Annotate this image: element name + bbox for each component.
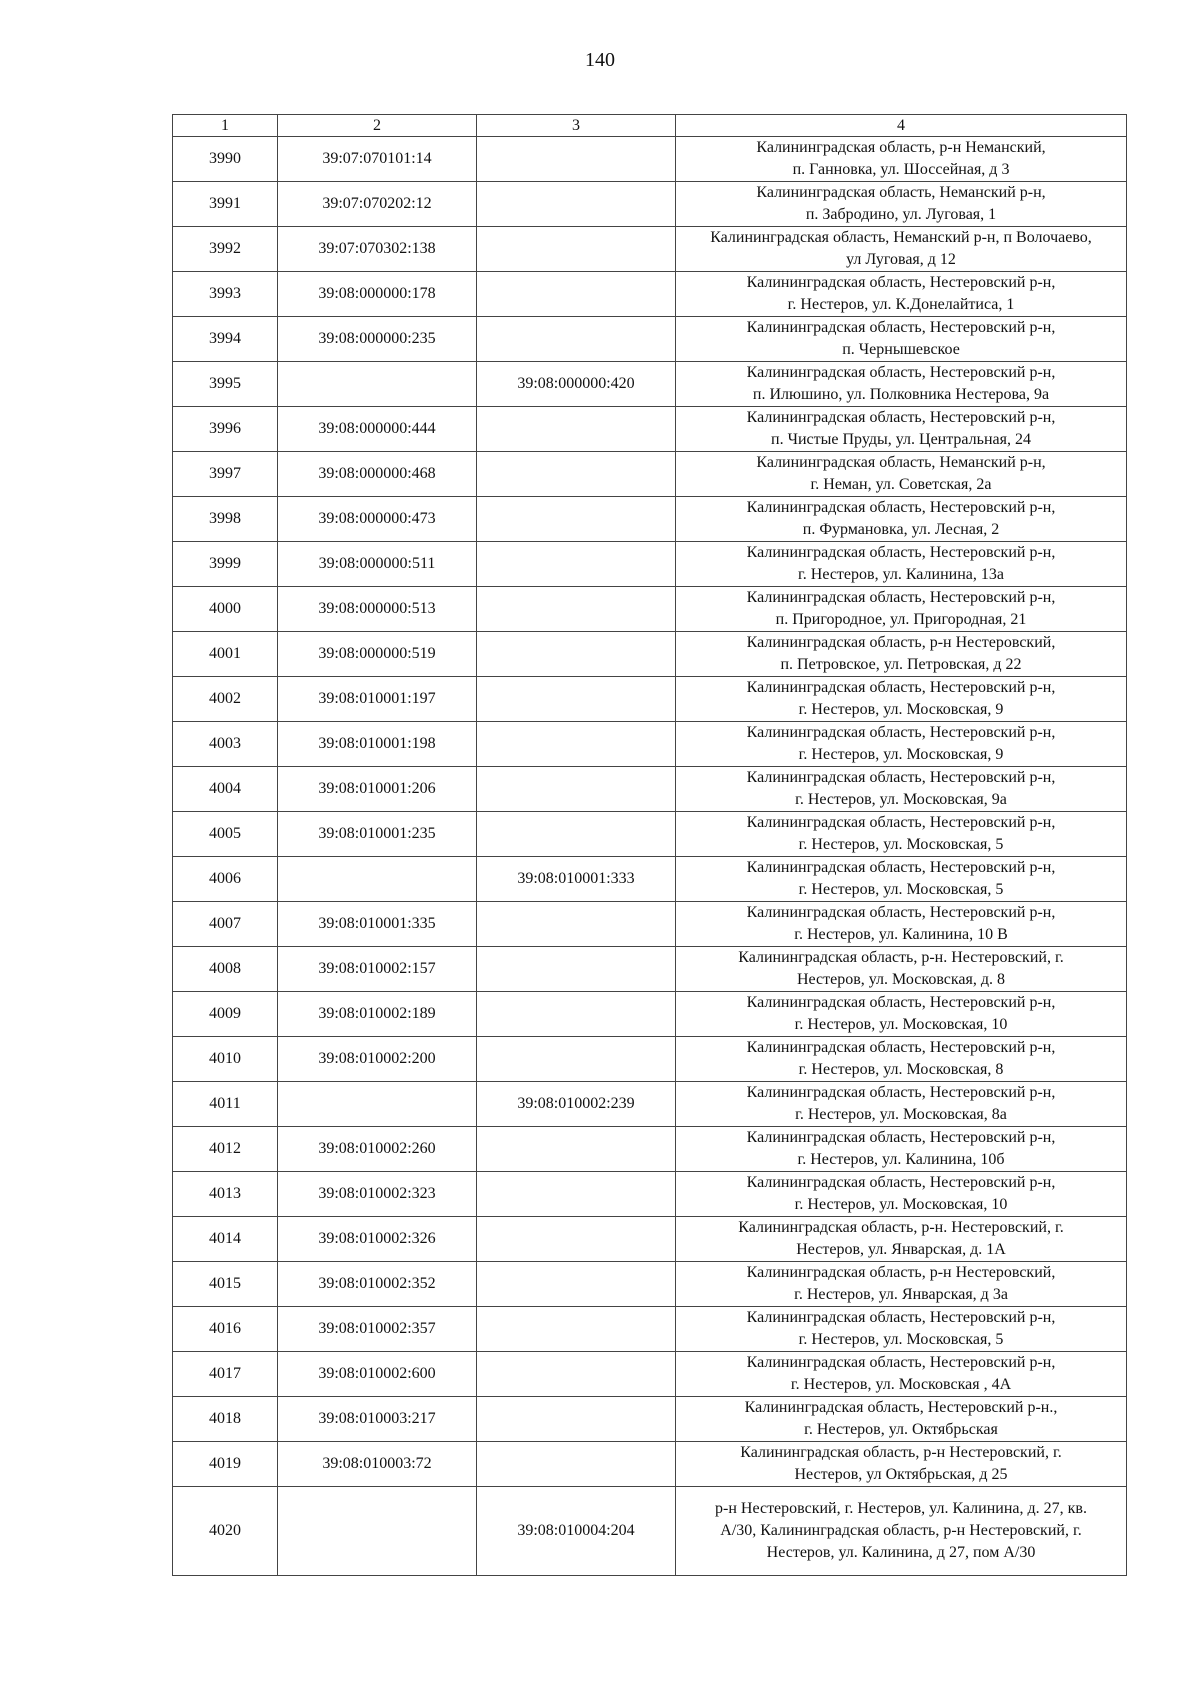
page-number: 140	[585, 49, 615, 71]
row-number-cell: 4016	[173, 1307, 278, 1352]
cadastral-number-cell: 39:08:000000:473	[278, 497, 477, 542]
address-cell: Калининградская область, Нестеровский р-н, п. Чистые Пруды, ул. Центральная, 24	[676, 407, 1127, 452]
cadastral-number-cell	[278, 857, 477, 902]
table-row	[173, 1262, 1127, 1307]
address-cell: Калининградская область, Нестеровский р-н, г. Нестеров, ул. Московская, 5	[676, 812, 1127, 857]
row-number-cell: 4015	[173, 1262, 278, 1307]
row-number-cell: 3998	[173, 497, 278, 542]
alt-cadastral-number-cell	[477, 1352, 676, 1397]
cadastral-number-cell: 39:08:010002:600	[278, 1352, 477, 1397]
address-cell: Калининградская область, р-н. Нестеровский, г. Нестеров, ул. Московская, д. 8	[676, 947, 1127, 992]
cadastral-number-cell	[278, 1487, 477, 1576]
alt-cadastral-number-cell	[477, 452, 676, 497]
address-cell: Калининградская область, Нестеровский р-н, г. Нестеров, ул. К.Донелайтиса, 1	[676, 272, 1127, 317]
row-number-cell: 4014	[173, 1217, 278, 1262]
address-cell: Калининградская область, Нестеровский р-н, г. Нестеров, ул. Московская, 9а	[676, 767, 1127, 812]
row-number-cell: 4017	[173, 1352, 278, 1397]
table-row	[173, 227, 1127, 272]
row-number-cell: 4019	[173, 1442, 278, 1487]
table-row	[173, 1442, 1127, 1487]
alt-cadastral-number-cell	[477, 1442, 676, 1487]
cadastral-number-cell: 39:08:010002:326	[278, 1217, 477, 1262]
cadastral-number-cell: 39:08:000000:235	[278, 317, 477, 362]
table-row	[173, 632, 1127, 677]
row-number-cell: 4007	[173, 902, 278, 947]
alt-cadastral-number-cell	[477, 1127, 676, 1172]
cadastral-number-cell: 39:08:010003:217	[278, 1397, 477, 1442]
table-row	[173, 362, 1127, 407]
cadastral-number-cell: 39:08:000000:511	[278, 542, 477, 587]
alt-cadastral-number-cell	[477, 1172, 676, 1217]
table-body	[173, 137, 1127, 1576]
address-cell: Калининградская область, Нестеровский р-н, г. Нестеров, ул. Московская , 4А	[676, 1352, 1127, 1397]
row-number-cell: 4018	[173, 1397, 278, 1442]
address-cell: Калининградская область, р-н Нестеровский, г. Нестеров, ул Октябрьская, д 25	[676, 1442, 1127, 1487]
alt-cadastral-number-cell	[477, 137, 676, 182]
address-cell: Калининградская область, Нестеровский р-н., г. Нестеров, ул. Октябрьская	[676, 1397, 1127, 1442]
table-header	[173, 115, 1127, 137]
cadastral-number-cell: 39:08:000000:444	[278, 407, 477, 452]
column-header-2: 2	[278, 115, 477, 137]
row-number-cell: 3997	[173, 452, 278, 497]
cadastral-number-cell: 39:08:010001:198	[278, 722, 477, 767]
alt-cadastral-number-cell	[477, 992, 676, 1037]
row-number-cell: 4004	[173, 767, 278, 812]
address-cell: Калининградская область, Нестеровский р-н, г. Нестеров, ул. Московская, 10	[676, 992, 1127, 1037]
cadastral-number-cell: 39:07:070302:138	[278, 227, 477, 272]
table-row	[173, 542, 1127, 587]
cadastral-number-cell: 39:08:010001:197	[278, 677, 477, 722]
cadastral-number-cell: 39:08:010002:260	[278, 1127, 477, 1172]
address-cell: Калининградская область, Нестеровский р-н, п. Илюшино, ул. Полковника Нестерова, 9а	[676, 362, 1127, 407]
cadastral-number-cell: 39:07:070202:12	[278, 182, 477, 227]
row-number-cell: 4003	[173, 722, 278, 767]
alt-cadastral-number-cell: 39:08:000000:420	[477, 362, 676, 407]
alt-cadastral-number-cell	[477, 497, 676, 542]
address-cell: р-н Нестеровский, г. Нестеров, ул. Калинина, д. 27, кв. А/30, Калининградская область, р-н Нестеровский, г. Нестеров, ул. Калинина, д 27, пом А/30	[676, 1487, 1127, 1576]
cadastral-number-cell: 39:08:000000:513	[278, 587, 477, 632]
row-number-cell: 3992	[173, 227, 278, 272]
alt-cadastral-number-cell	[477, 1397, 676, 1442]
address-cell: Калининградская область, Нестеровский р-н, г. Нестеров, ул. Московская, 8	[676, 1037, 1127, 1082]
address-cell: Калининградская область, Нестеровский р-н, п. Чернышевское	[676, 317, 1127, 362]
cadastral-number-cell: 39:08:010003:72	[278, 1442, 477, 1487]
address-cell: Калининградская область, Нестеровский р-н, г. Нестеров, ул. Московская, 5	[676, 857, 1127, 902]
alt-cadastral-number-cell	[477, 812, 676, 857]
alt-cadastral-number-cell	[477, 1217, 676, 1262]
column-header-4: 4	[676, 115, 1127, 137]
row-number-cell: 4011	[173, 1082, 278, 1127]
alt-cadastral-number-cell	[477, 632, 676, 677]
table-row	[173, 722, 1127, 767]
table-row	[173, 587, 1127, 632]
cadastral-number-cell: 39:08:010002:200	[278, 1037, 477, 1082]
cadastral-number-cell: 39:08:010002:323	[278, 1172, 477, 1217]
cadastral-number-cell: 39:08:010002:157	[278, 947, 477, 992]
address-cell: Калининградская область, р-н Неманский, п. Ганновка, ул. Шоссейная, д 3	[676, 137, 1127, 182]
alt-cadastral-number-cell: 39:08:010001:333	[477, 857, 676, 902]
address-cell: Калининградская область, р-н Нестеровский, г. Нестеров, ул. Январская, д 3а	[676, 1262, 1127, 1307]
table-row	[173, 857, 1127, 902]
alt-cadastral-number-cell	[477, 407, 676, 452]
cadastral-number-cell: 39:08:010001:235	[278, 812, 477, 857]
address-cell: Калининградская область, Нестеровский р-н, г. Нестеров, ул. Московская, 9	[676, 722, 1127, 767]
alt-cadastral-number-cell	[477, 542, 676, 587]
alt-cadastral-number-cell	[477, 1262, 676, 1307]
alt-cadastral-number-cell	[477, 767, 676, 812]
address-cell: Калининградская область, Неманский р-н, п. Забродино, ул. Луговая, 1	[676, 182, 1127, 227]
column-header-3: 3	[477, 115, 676, 137]
address-cell: Калининградская область, Нестеровский р-н, п. Фурмановка, ул. Лесная, 2	[676, 497, 1127, 542]
address-cell: Калининградская область, Нестеровский р-н, г. Нестеров, ул. Московская, 8а	[676, 1082, 1127, 1127]
row-number-cell: 3990	[173, 137, 278, 182]
row-number-cell: 4013	[173, 1172, 278, 1217]
table-row	[173, 1082, 1127, 1127]
row-number-cell: 4006	[173, 857, 278, 902]
table-row	[173, 1037, 1127, 1082]
column-header-1: 1	[173, 115, 278, 137]
row-number-cell: 4000	[173, 587, 278, 632]
alt-cadastral-number-cell	[477, 227, 676, 272]
table-row	[173, 317, 1127, 362]
table-row	[173, 677, 1127, 722]
alt-cadastral-number-cell	[477, 677, 676, 722]
table-row	[173, 812, 1127, 857]
cadastral-number-cell	[278, 1082, 477, 1127]
row-number-cell: 3994	[173, 317, 278, 362]
row-number-cell: 3993	[173, 272, 278, 317]
table-row	[173, 1352, 1127, 1397]
row-number-cell: 4002	[173, 677, 278, 722]
table-row	[173, 992, 1127, 1037]
row-number-cell: 4005	[173, 812, 278, 857]
alt-cadastral-number-cell: 39:08:010004:204	[477, 1487, 676, 1576]
table-row	[173, 1397, 1127, 1442]
table-row	[173, 1127, 1127, 1172]
row-number-cell: 4008	[173, 947, 278, 992]
row-number-cell: 3999	[173, 542, 278, 587]
address-cell: Калининградская область, р-н. Нестеровский, г. Нестеров, ул. Январская, д. 1А	[676, 1217, 1127, 1262]
alt-cadastral-number-cell	[477, 1037, 676, 1082]
table-row	[173, 902, 1127, 947]
alt-cadastral-number-cell	[477, 317, 676, 362]
row-number-cell: 4001	[173, 632, 278, 677]
address-cell: Калининградская область, Нестеровский р-н, г. Нестеров, ул. Калинина, 13а	[676, 542, 1127, 587]
row-number-cell: 4010	[173, 1037, 278, 1082]
table-row	[173, 1307, 1127, 1352]
alt-cadastral-number-cell	[477, 182, 676, 227]
table-row	[173, 182, 1127, 227]
table-row	[173, 1487, 1127, 1576]
cadastral-number-cell: 39:08:010002:189	[278, 992, 477, 1037]
table-row	[173, 947, 1127, 992]
address-cell: Калининградская область, Нестеровский р-н, г. Нестеров, ул. Московская, 5	[676, 1307, 1127, 1352]
table-row	[173, 767, 1127, 812]
table-row	[173, 407, 1127, 452]
alt-cadastral-number-cell	[477, 272, 676, 317]
alt-cadastral-number-cell	[477, 947, 676, 992]
row-number-cell: 4009	[173, 992, 278, 1037]
address-cell: Калининградская область, Нестеровский р-н, г. Нестеров, ул. Московская, 10	[676, 1172, 1127, 1217]
cadastral-number-cell: 39:08:000000:178	[278, 272, 477, 317]
table-row	[173, 497, 1127, 542]
cadastral-number-cell: 39:08:000000:468	[278, 452, 477, 497]
cadastral-number-cell	[278, 362, 477, 407]
cadastral-number-cell: 39:08:010001:335	[278, 902, 477, 947]
address-cell: Калининградская область, Нестеровский р-н, г. Нестеров, ул. Калинина, 10б	[676, 1127, 1127, 1172]
address-cell: Калининградская область, Нестеровский р-н, п. Пригородное, ул. Пригородная, 21	[676, 587, 1127, 632]
alt-cadastral-number-cell	[477, 722, 676, 767]
alt-cadastral-number-cell: 39:08:010002:239	[477, 1082, 676, 1127]
table-row	[173, 1172, 1127, 1217]
row-number-cell: 4020	[173, 1487, 278, 1576]
cadastral-number-cell: 39:07:070101:14	[278, 137, 477, 182]
table-row	[173, 1217, 1127, 1262]
table-row	[173, 137, 1127, 182]
cadastral-number-cell: 39:08:000000:519	[278, 632, 477, 677]
table-header-row	[173, 115, 1127, 137]
address-cell: Калининградская область, Неманский р-н, г. Неман, ул. Советская, 2а	[676, 452, 1127, 497]
table-row	[173, 452, 1127, 497]
land-parcel-table	[172, 114, 1127, 1576]
cadastral-number-cell: 39:08:010001:206	[278, 767, 477, 812]
alt-cadastral-number-cell	[477, 587, 676, 632]
cadastral-number-cell: 39:08:010002:357	[278, 1307, 477, 1352]
address-cell: Калининградская область, Нестеровский р-н, г. Нестеров, ул. Калинина, 10 В	[676, 902, 1127, 947]
row-number-cell: 3996	[173, 407, 278, 452]
row-number-cell: 3991	[173, 182, 278, 227]
row-number-cell: 3995	[173, 362, 278, 407]
address-cell: Калининградская область, Нестеровский р-н, г. Нестеров, ул. Московская, 9	[676, 677, 1127, 722]
alt-cadastral-number-cell	[477, 902, 676, 947]
alt-cadastral-number-cell	[477, 1307, 676, 1352]
cadastral-number-cell: 39:08:010002:352	[278, 1262, 477, 1307]
address-cell: Калининградская область, р-н Нестеровский, п. Петровское, ул. Петровская, д 22	[676, 632, 1127, 677]
address-cell: Калининградская область, Неманский р-н, п Волочаево, ул Луговая, д 12	[676, 227, 1127, 272]
row-number-cell: 4012	[173, 1127, 278, 1172]
table-row	[173, 272, 1127, 317]
